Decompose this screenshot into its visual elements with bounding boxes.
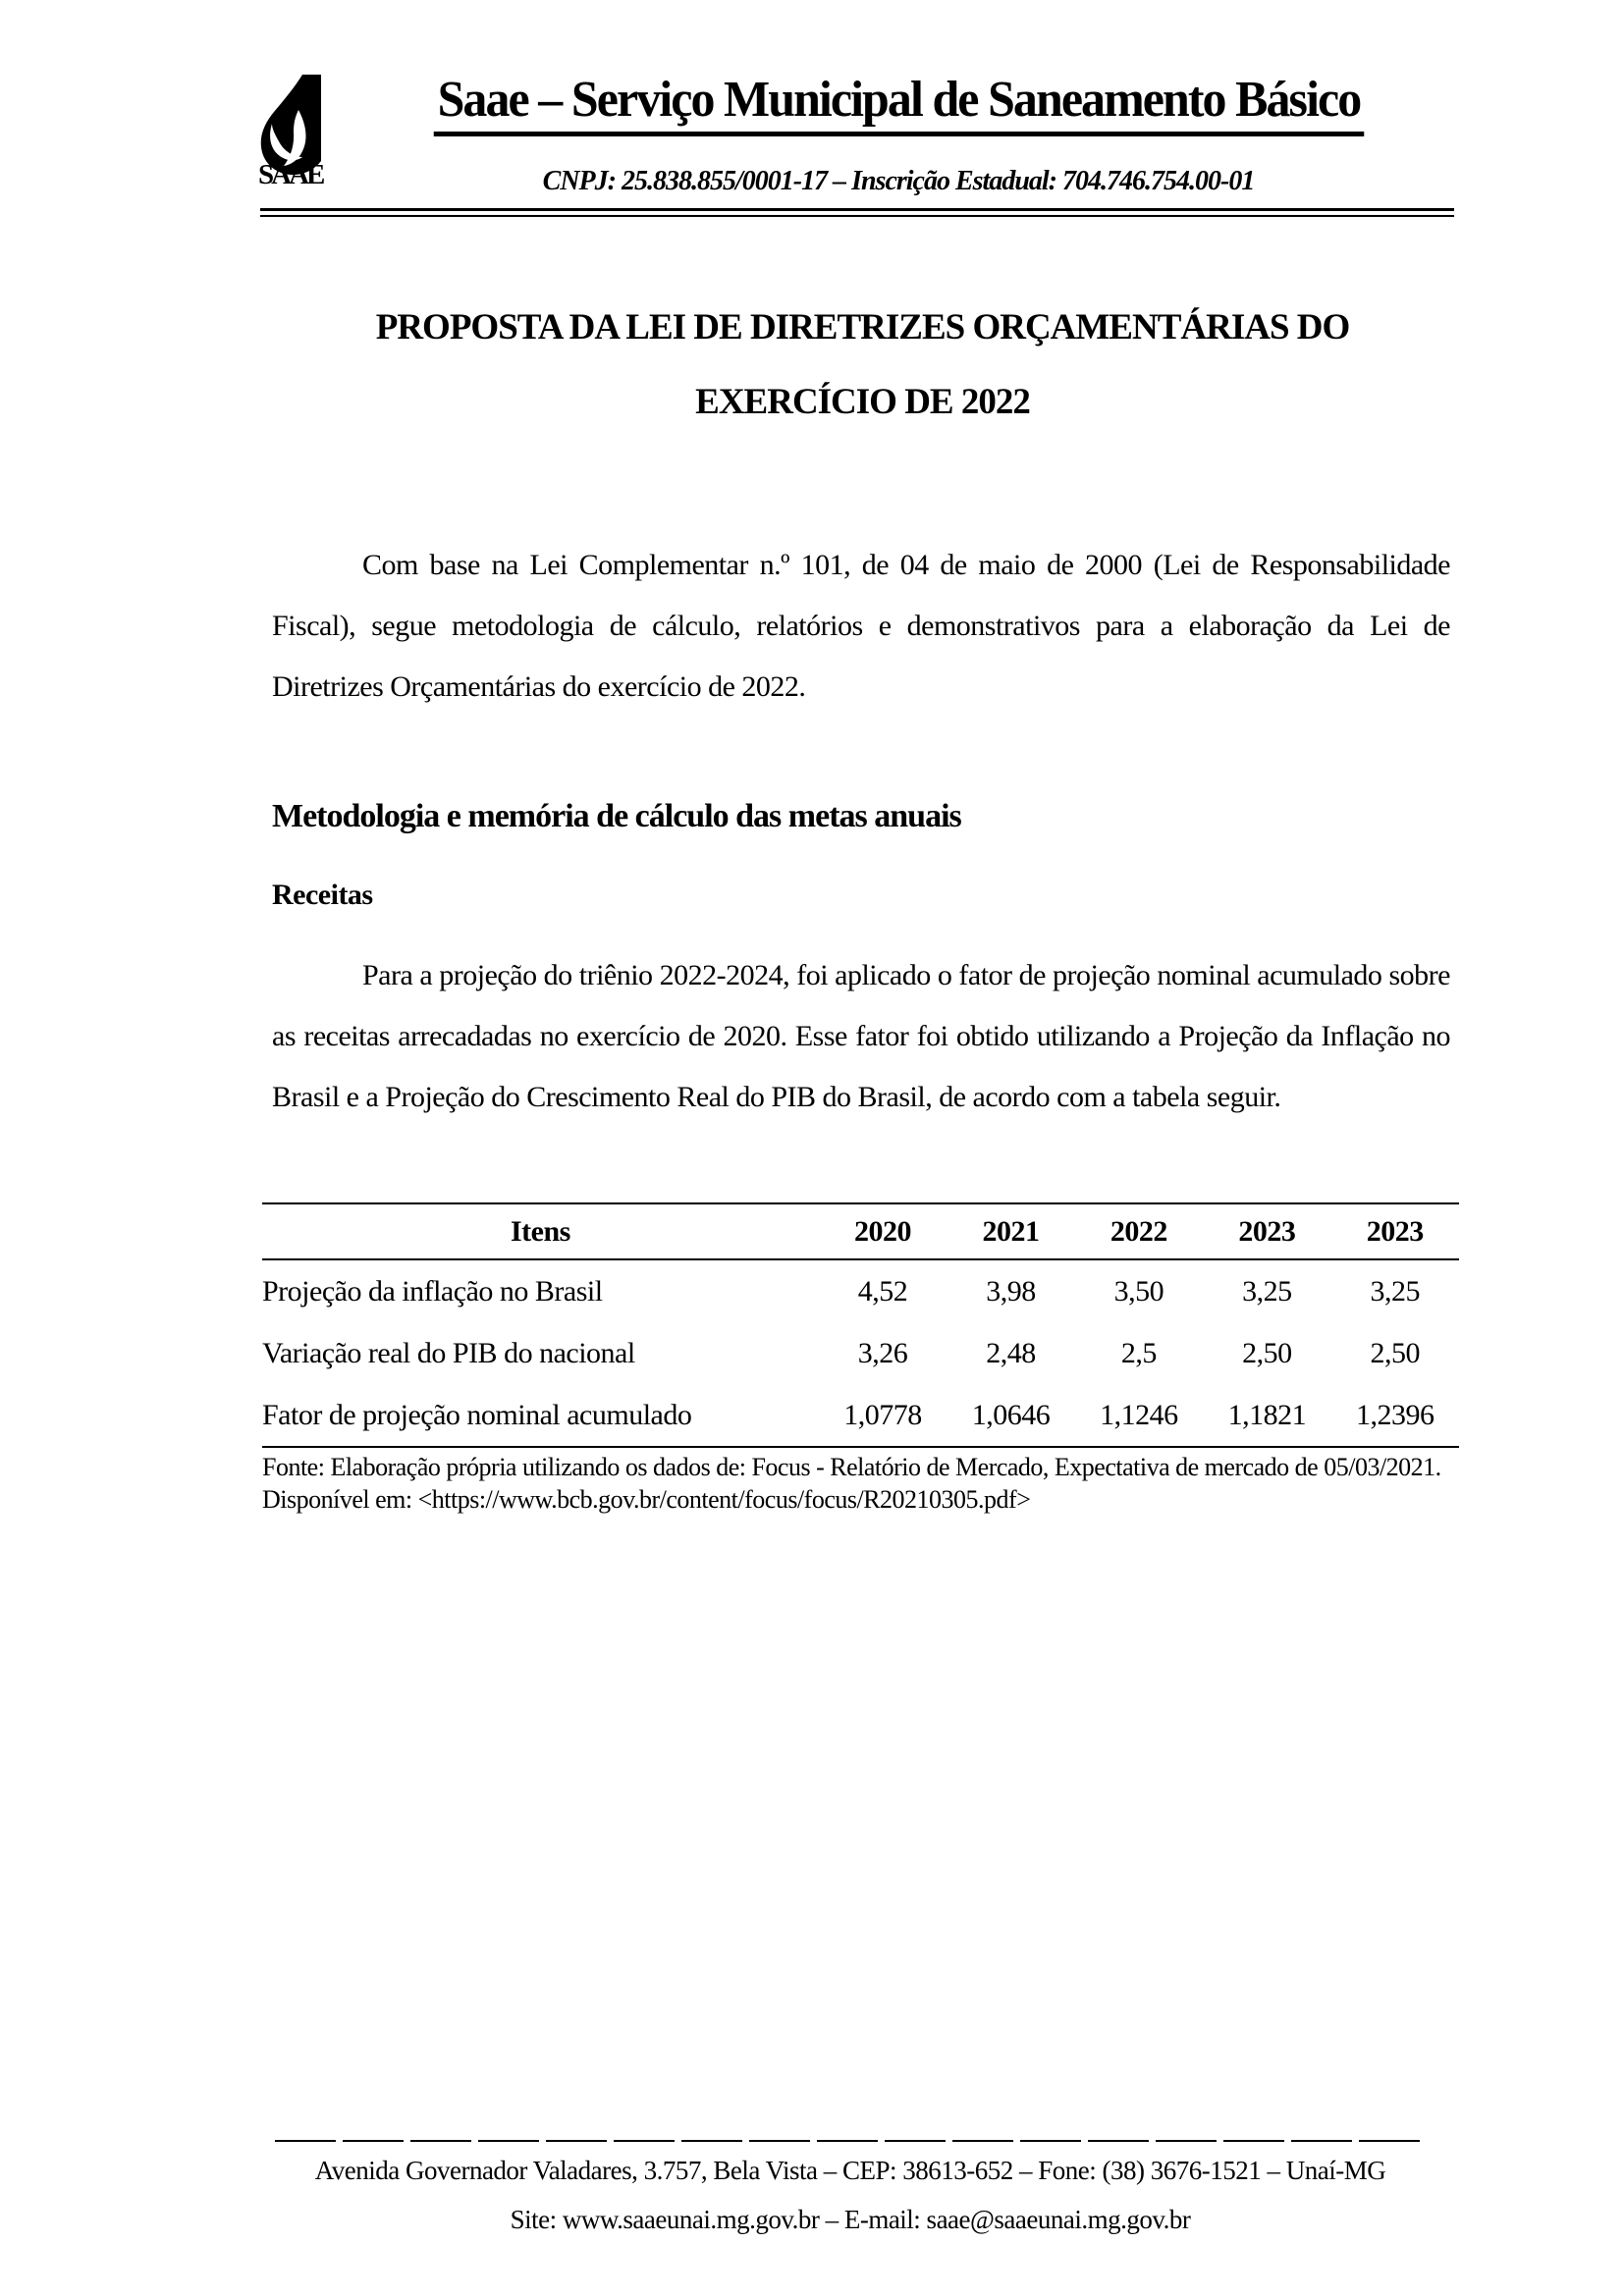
table-cell: 1,0646 — [971, 1398, 1051, 1431]
header-divider — [260, 208, 1454, 217]
table-cell: 1,1821 — [1227, 1398, 1307, 1431]
table-header-row — [262, 1203, 1459, 1259]
table-header-cell: 2020 — [819, 1203, 947, 1259]
footer — [275, 2146, 1426, 2244]
table-cell: 2,50 — [1242, 1336, 1292, 1369]
table-cell: Variação real do PIB do nacional — [262, 1336, 635, 1369]
table-cell: 3,26 — [857, 1336, 908, 1369]
table-cell: 3,98 — [986, 1274, 1036, 1308]
table-cell: 2,50 — [1370, 1336, 1421, 1369]
table-cell: 1,2396 — [1356, 1398, 1435, 1431]
table-cell: 2,48 — [986, 1336, 1036, 1369]
receitas-subheading: Receitas — [272, 879, 373, 911]
logo-wordmark: SAAE — [258, 159, 323, 187]
saae-logo — [257, 75, 324, 187]
table-source-note: Fonte: Elaboração própria utilizando os dados de: Focus - Relatório de Mercado, Expectativa de mercado de 05/03/2021. Disponível em: <https://www.bcb.gov.br/content/focus/focus/R20210305.pdf> — [262, 1453, 1441, 1514]
table-cell: 4,52 — [857, 1274, 908, 1308]
table-row — [262, 1259, 1459, 1322]
footer-address: Avenida Governador Valadares, 3.757, Bela Vista – CEP: 38613-652 – Fone: (38) 3676-1521 – Unaí-MG — [314, 2156, 1386, 2185]
table-header-cell: 2023 — [1331, 1203, 1459, 1259]
table-row — [262, 1322, 1459, 1384]
methodology-heading: Metodologia e memória de cálculo das metas anuais — [272, 798, 961, 834]
document-title-line2: EXERCÍCIO DE 2022 — [695, 382, 1030, 422]
document-title-line1: PROPOSTA DA LEI DE DIRETRIZES ORÇAMENTÁRIAS DO — [375, 307, 1350, 347]
table-cell: 3,25 — [1242, 1274, 1292, 1308]
methodology-paragraph: Para a projeção do triênio 2022-2024, foi aplicado o fator de projeção nominal acumulado sobre as receitas arrecadadas no exercício de 2020. Esse fator foi obtido utilizando a Projeção da Inflação no Brasil e a Projeção do Crescimento Real do PIB do Brasil, de acordo com a tabela seguir. — [272, 959, 1450, 1113]
document-title — [272, 291, 1453, 440]
water-drop-icon — [257, 75, 324, 187]
intro-paragraph: Com base na Lei Complementar n.º 101, de 04 de maio de 2000 (Lei de Responsabilidade Fiscal), segue metodologia de cálculo, relatórios e demonstrativos para a elaboração da Lei de Diretrizes Orçamentárias do exercício de 2022. — [272, 549, 1450, 703]
header — [334, 73, 1463, 136]
table-header-cell: 2023 — [1203, 1203, 1330, 1259]
table-cell: 3,50 — [1113, 1274, 1164, 1308]
footer-divider — [275, 2140, 1426, 2142]
footer-contacts: Site: www.saaeunai.mg.gov.br – E-mail: saae@saaeunai.mg.gov.br — [510, 2205, 1191, 2234]
projections-table — [262, 1202, 1459, 1448]
table-row — [262, 1384, 1459, 1447]
org-registration: CNPJ: 25.838.855/0001-17 – Inscrição Estadual: 704.746.754.00-01 — [542, 166, 1255, 196]
table-cell: Fator de projeção nominal acumulado — [262, 1398, 692, 1431]
table-header-cell: 2022 — [1075, 1203, 1203, 1259]
org-name: Saae – Serviço Municipal de Saneamento Básico — [433, 73, 1363, 136]
table-cell: 1,1246 — [1100, 1398, 1178, 1431]
table-cell: 2,5 — [1120, 1336, 1157, 1369]
table-cell: Projeção da inflação no Brasil — [262, 1274, 603, 1308]
table-cell: 1,0778 — [843, 1398, 922, 1431]
table-cell: 3,25 — [1370, 1274, 1421, 1308]
table-header-cell: Itens — [262, 1203, 819, 1259]
table-header-cell: 2021 — [947, 1203, 1074, 1259]
